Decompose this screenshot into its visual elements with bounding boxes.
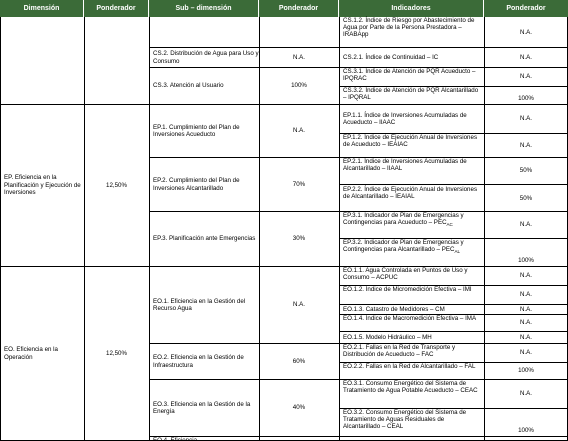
header-indicators: Indicadores — [339, 0, 484, 17]
subdimension-weight — [259, 18, 339, 47]
indicator-text: EO.1.2. Índice de Micromedición Efectiva – IMI — [343, 286, 472, 293]
subdimension-name: EP.1. Cumplimiento del Plan de Inversiones Acueducto — [153, 123, 240, 138]
subdimension-name: EO.4. Eficiencia — [153, 437, 198, 441]
indicator-text: EO.1.5. Modelo Hidráulico – MH — [343, 333, 432, 341]
dimension-weight: 12,50% — [106, 181, 127, 189]
indicator-weight: N.A. — [519, 291, 533, 299]
indicator-text: CS.3.1. Índice de Atención de PQR Acueducto – IPQRAC — [343, 68, 476, 82]
indicator-text: EO.3.2. Consumo Energético del Sistema de Tratamiento de Aguas Residuales de Alcantarillado – CEAL — [343, 409, 467, 430]
subdimension-name: CS.2. Distribución de Agua para Uso y Consumo — [153, 50, 259, 65]
subdimension-name — [149, 18, 259, 47]
indicator-text: CS.2.1. Índice de Continuidad – IC — [343, 53, 439, 61]
indicator-weight: N.A. — [519, 272, 533, 280]
indicator-weight: 100% — [518, 95, 534, 102]
indicator-text: EP.3.2. Indicador de Plan de Emergencias y Contingencias para Alcantarillado – $PEC_{AL}$ — [343, 239, 464, 255]
indicator-weight: N.A. — [519, 28, 533, 36]
subdimension-weight: 100% — [291, 82, 307, 90]
header-indicator-weight: Ponderador — [484, 0, 568, 17]
indicator-weight: 100% — [518, 427, 534, 434]
subdimension-name: EP.3. Planificación ante Emergencias — [153, 235, 256, 243]
indicator-text: EO.1.4. Índice de Macromedición Efectiva – IMA — [343, 315, 477, 322]
indicator-weight: N.A. — [519, 221, 533, 229]
indicator-text: EO.3.1. Consumo Energético del Sistema de Tratamiento de Agua Potable Acueducto – CEAC — [343, 380, 478, 394]
indicator-weight: N.A. — [519, 141, 533, 149]
indicator-weight: 100% — [518, 367, 534, 375]
indicator-text: EP.1.1. Índice de Inversiones Acumuladas de Acueducto – IIAAC — [343, 111, 467, 126]
indicator-subscript: AL — [454, 249, 460, 255]
subdimension-name: CS.3. Atención al Usuario — [153, 82, 224, 90]
subdimension-name: EO.3. Eficiencia en la Gestión de la Energía — [153, 400, 251, 415]
indicator-weight: 50% — [519, 167, 533, 175]
indicator-weight: 50% — [519, 194, 533, 202]
subdimension-name: EP.2. Cumplimiento del Plan de Inversiones Alcantarillado — [153, 177, 240, 192]
indicator-text: EO.2.2. Fallas en la Red de Alcantarillado – FAL — [343, 363, 476, 370]
subdimension-weight: 30% — [292, 235, 306, 243]
subdimension-weight: 70% — [292, 180, 306, 188]
subdimension-weight: 40% — [292, 404, 306, 412]
row-divider — [339, 184, 568, 185]
indicator-text: CS.1.2. Índice de Riesgo por Abastecimiento de Agua por Parte de la Persona Prestadora – IRABApp — [343, 17, 475, 38]
indicator-text: EP.2.2. Índice de Ejecución Anual de Inversiones de Alcantarillado – IEAIAL — [343, 186, 478, 200]
subdimension-name: EO.2. Eficiencia en la Gestión de Infraestructura — [153, 354, 244, 369]
indicator-weight: N.A. — [519, 73, 533, 81]
indicator-weight: 100% — [518, 257, 534, 264]
subdimension-weight: N.A. — [292, 301, 306, 309]
subdimension-weight: N.A. — [292, 53, 306, 61]
header-subdimension-weight: Ponderador — [259, 0, 339, 17]
indicator-weight: N.A. — [519, 319, 533, 327]
header-dimension: Dimensión — [0, 0, 84, 17]
indicator-text: EP.1.2. Índice de Ejecución Anual de Inversiones de Acueducto – IEAIAC — [343, 134, 478, 148]
indicator-text: EO.2.1. Fallas en la Red de Transporte y Distribución de Acueducto – FAC — [343, 344, 456, 358]
dimension-weight: 12,50% — [106, 349, 127, 357]
indicator-text: EO.1.3. Catastro de Medidores – CM — [343, 305, 445, 313]
dimension-name: EP. Eficiencia en la Planificación y Ejecución de Inversiones — [4, 174, 81, 197]
indicator-weight: N.A. — [519, 53, 533, 61]
subdimension-weight: N.A. — [292, 127, 306, 135]
indicator-text: EP.2.1. Índice de Inversiones Acumuladas de Alcantarillado – IIAAL — [343, 158, 467, 172]
indicator-weight: N.A. — [519, 333, 533, 341]
indicator-text: EO.1.1. Agua Controlada en Puntos de Uso y Consumo – ACPUC — [343, 267, 468, 281]
indicator-weight: N.A. — [519, 305, 533, 313]
header-weight: Ponderador — [84, 0, 149, 17]
indicator-text: EP.3.1. Indicador de Plan de Emergencias y Contingencias para Acueducto – $PEC_{AC}$ — [343, 212, 464, 228]
subdimension-weight: 60% — [292, 357, 306, 365]
subdimension-name: EO.1. Eficiencia en la Gestión del Recurso Agua — [153, 297, 246, 312]
indicator-weight: N.A. — [519, 115, 533, 123]
header-subdimension: Sub – dimensión — [149, 0, 259, 17]
indicator-text: CS.3.2. Índice de Atención de PQR Alcantarillado – IPQRAL — [343, 87, 479, 101]
indicator-subscript: AC — [446, 222, 453, 228]
indicator-weight: N.A. — [519, 349, 533, 357]
indicator-weight: N.A. — [519, 390, 533, 398]
dimension-name: EO. Eficiencia en la Operación — [4, 346, 58, 361]
